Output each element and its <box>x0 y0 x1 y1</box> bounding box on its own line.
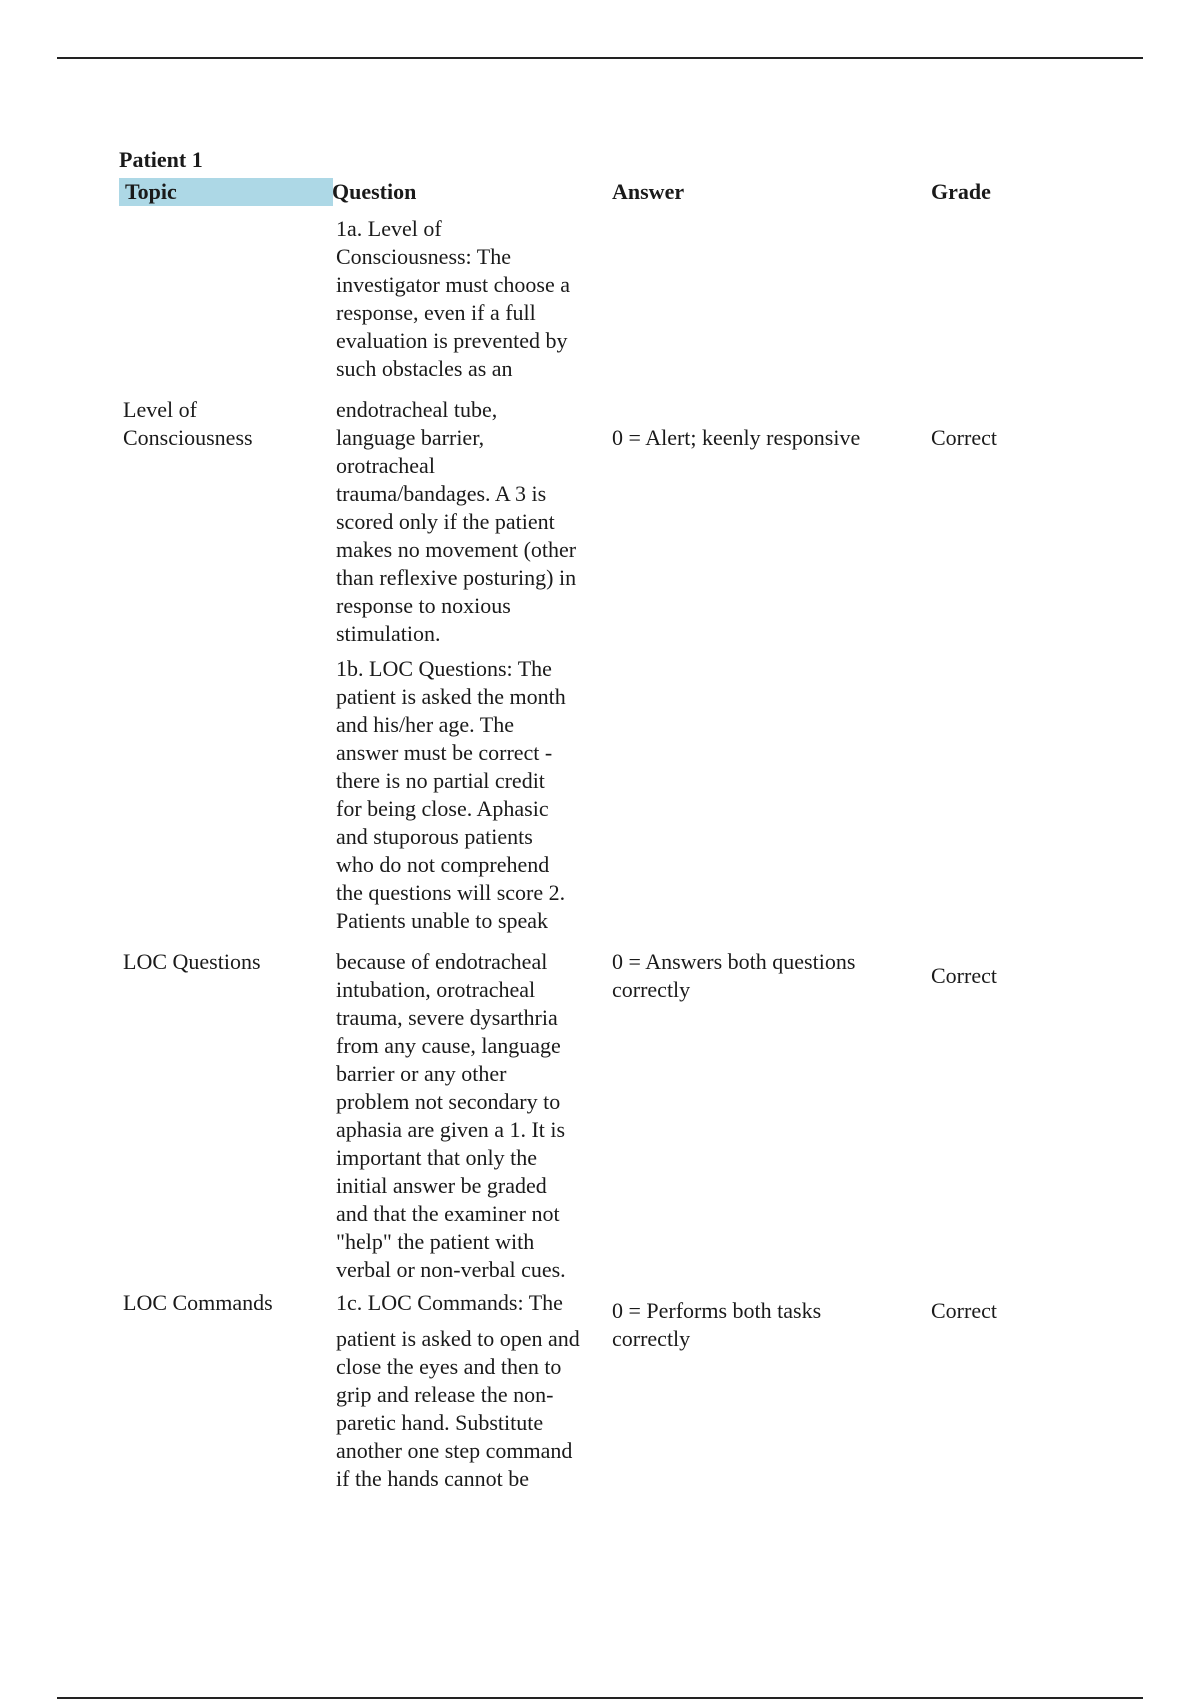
row-2-question-top: 1b. LOC Questions: The patient is asked the month and his/her age. The answer must be correct - there is no partial credit for being close. Aphasic and stuporous patients who do not comprehend the questions will score 2. Patients unable to speak <box>336 656 566 933</box>
row-2-answer: 0 = Answers both questions correctly <box>612 949 856 1002</box>
row-1-grade: Correct <box>931 425 997 450</box>
header-answer: Answer <box>612 179 685 204</box>
header-topic: Topic <box>125 179 177 204</box>
row-3-question-top: 1c. LOC Commands: The <box>336 1290 563 1315</box>
sheet-title: Patient 1 <box>119 147 203 172</box>
header-question: Question <box>332 179 417 204</box>
row-3-grade: Correct <box>931 1298 997 1323</box>
row-1-question-bottom: endotracheal tube, language barrier, orotracheal trauma/bandages. A 3 is scored only if the patient makes no movement (other than reflexive posturing) in response to noxious stimulation. <box>336 397 577 646</box>
row-3-answer: 0 = Performs both tasks correctly <box>612 1298 822 1351</box>
top-rule <box>57 57 1143 59</box>
row-2-grade: Correct <box>931 963 997 988</box>
header-grade: Grade <box>931 179 991 204</box>
row-3-topic: LOC Commands <box>123 1290 273 1315</box>
row-1-answer: 0 = Alert; keenly responsive <box>612 425 861 450</box>
row-1-question-top: 1a. Level of Consciousness: The investigator must choose a response, even if a full evaluation is prevented by such obstacles as an <box>336 216 571 381</box>
row-1-topic: Level of Consciousness <box>123 397 253 450</box>
row-3-question-bottom: patient is asked to open and close the eyes and then to grip and release the non- paretic hand. Substitute another one step command if the hands cannot be <box>336 1326 580 1491</box>
row-2-question-bottom: because of endotracheal intubation, orotracheal trauma, severe dysarthria from any cause, language barrier or any other problem not secondary to aphasia are given a 1. It is important that only the initial answer be graded and that the examiner not "help" the patient with verbal or non-verbal cues. <box>336 949 566 1282</box>
bottom-rule <box>57 1697 1143 1699</box>
row-2-topic: LOC Questions <box>123 949 261 974</box>
